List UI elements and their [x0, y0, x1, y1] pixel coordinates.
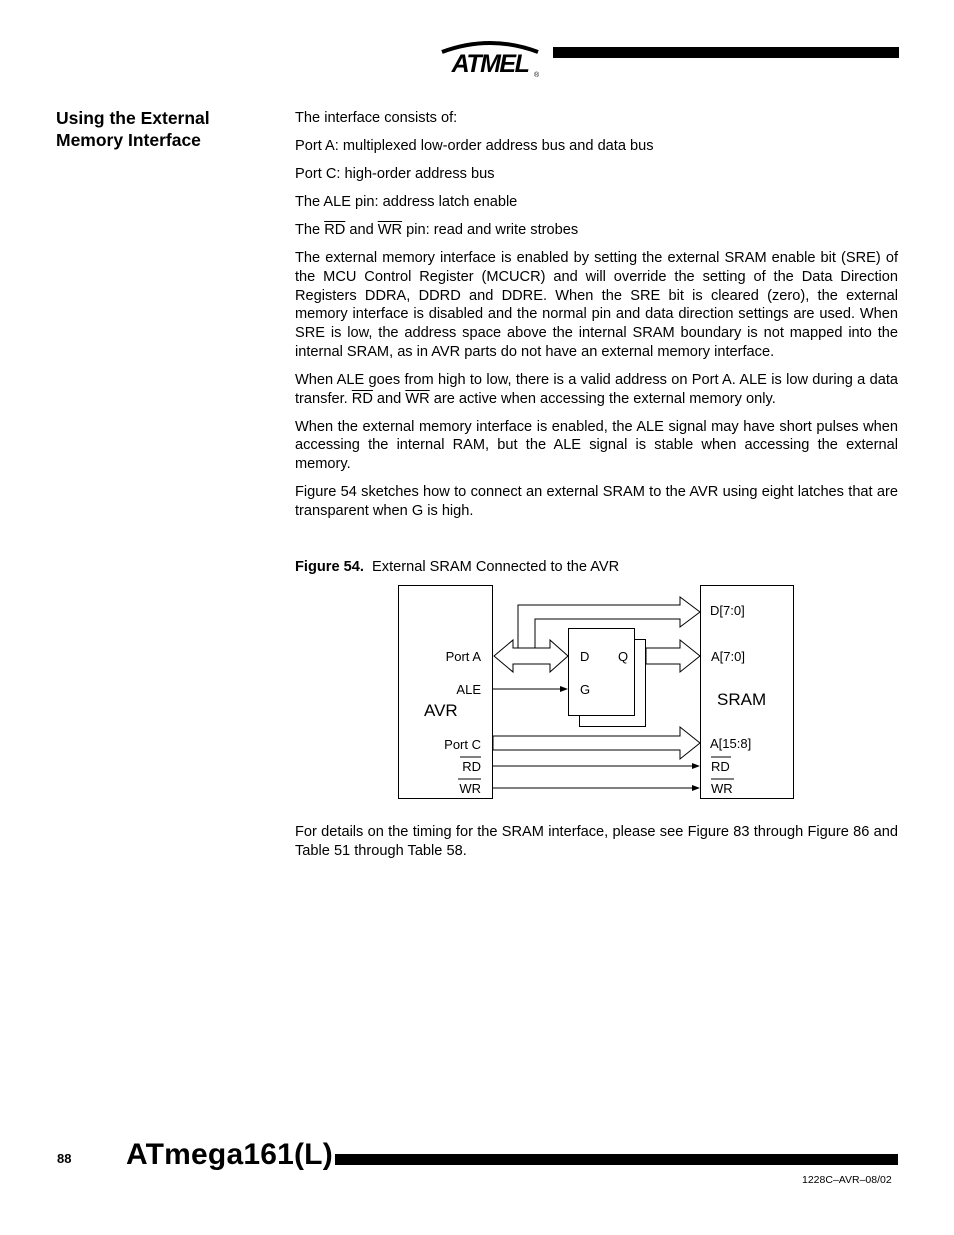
port-c-bus-arrow	[493, 727, 700, 759]
document-code: 1228C–AVR–08/02	[802, 1174, 892, 1186]
sram-a-high-label: A[15:8]	[710, 736, 752, 751]
latch-d-label: D	[580, 649, 590, 664]
paragraph-figure-ref: Figure 54 sketches how to connect an external SRAM to the AVR using eight latches that are transparent when G is high.	[295, 484, 898, 520]
sram-wr-label: WR	[711, 781, 733, 796]
page-number: 88	[57, 1151, 72, 1166]
q-bus-arrow	[646, 640, 700, 672]
svg-text:ATMEL: ATMEL	[451, 50, 529, 78]
body-text	[295, 109, 898, 530]
header-rule	[553, 47, 899, 58]
paragraph-rd-wr: The $\overline{RD}$ and $\overline{WR}$ pin: read and write strobes	[295, 221, 579, 238]
sram-d-bus-label: D[7:0]	[710, 603, 745, 618]
sram-rd-label: RD	[711, 759, 730, 774]
latch-g-label: G	[580, 682, 591, 697]
paragraph-port-a: Port A: multiplexed low-order address bus and data bus	[295, 137, 654, 154]
svg-text:®: ®	[534, 72, 540, 78]
avr-port-a-label: Port A	[445, 649, 481, 664]
section-heading: Using the External Memory Interface	[56, 108, 210, 150]
paragraph-ale: The ALE pin: address latch enable	[295, 193, 518, 210]
rd-arrowhead	[692, 763, 700, 769]
latch-q-label: Q	[618, 649, 629, 664]
figure-caption: Figure 54. External SRAM Connected to the AVR	[295, 559, 620, 575]
timing-reference-paragraph: For details on the timing for the SRAM interface, please see Figure 83 through Figure 86 and Table 51 through Table 58.	[295, 824, 898, 859]
avr-name-label: AVR	[424, 701, 458, 720]
avr-rd-label: RD	[462, 759, 481, 774]
paragraph-sre: The external memory interface is enabled by setting the external SRAM enable bit (SRE) of the MCU Control Register (MCUCR) and will override the setting of the Data Direction Registers DDRA, DDRD and DDRE. When the SRE bit is cleared (zero), the external memory interface is disabled and the normal pin and data direction settings are used. When SRE is low, the address space above the internal SRAM boundary is not mapped into the internal SRAM, as in AVR parts do not have an external memory interface.	[295, 249, 898, 360]
paragraph-interface: The interface consists of:	[295, 110, 458, 126]
ale-arrowhead	[560, 686, 568, 692]
avr-port-c-label: Port C	[444, 737, 481, 752]
atmel-logo	[440, 28, 540, 78]
sram-a-low-label: A[7:0]	[711, 649, 745, 664]
paragraph-port-c: Port C: high-order address bus	[295, 165, 495, 182]
paragraph-ale-timing: When ALE goes from high to low, there is a valid address on Port A. ALE is low during a data transfer. $\overline{RD}$ and $\overline{WR}$ are active when accessing the external memory only.	[295, 371, 898, 407]
product-title: ATmega161(L)	[126, 1138, 333, 1171]
avr-ale-label: ALE	[456, 682, 481, 697]
paragraph-ale-pulses: When the external memory interface is enabled, the ALE signal may have short pulses when accessing the internal RAM, but the ALE signal is stable when accessing the external memory.	[295, 418, 898, 473]
footer-rule	[335, 1154, 898, 1165]
sram-diagram	[396, 582, 796, 802]
latch-block	[569, 629, 635, 716]
wr-arrowhead	[692, 785, 700, 791]
sram-name-label: SRAM	[717, 690, 767, 709]
avr-wr-label: WR	[459, 781, 481, 796]
